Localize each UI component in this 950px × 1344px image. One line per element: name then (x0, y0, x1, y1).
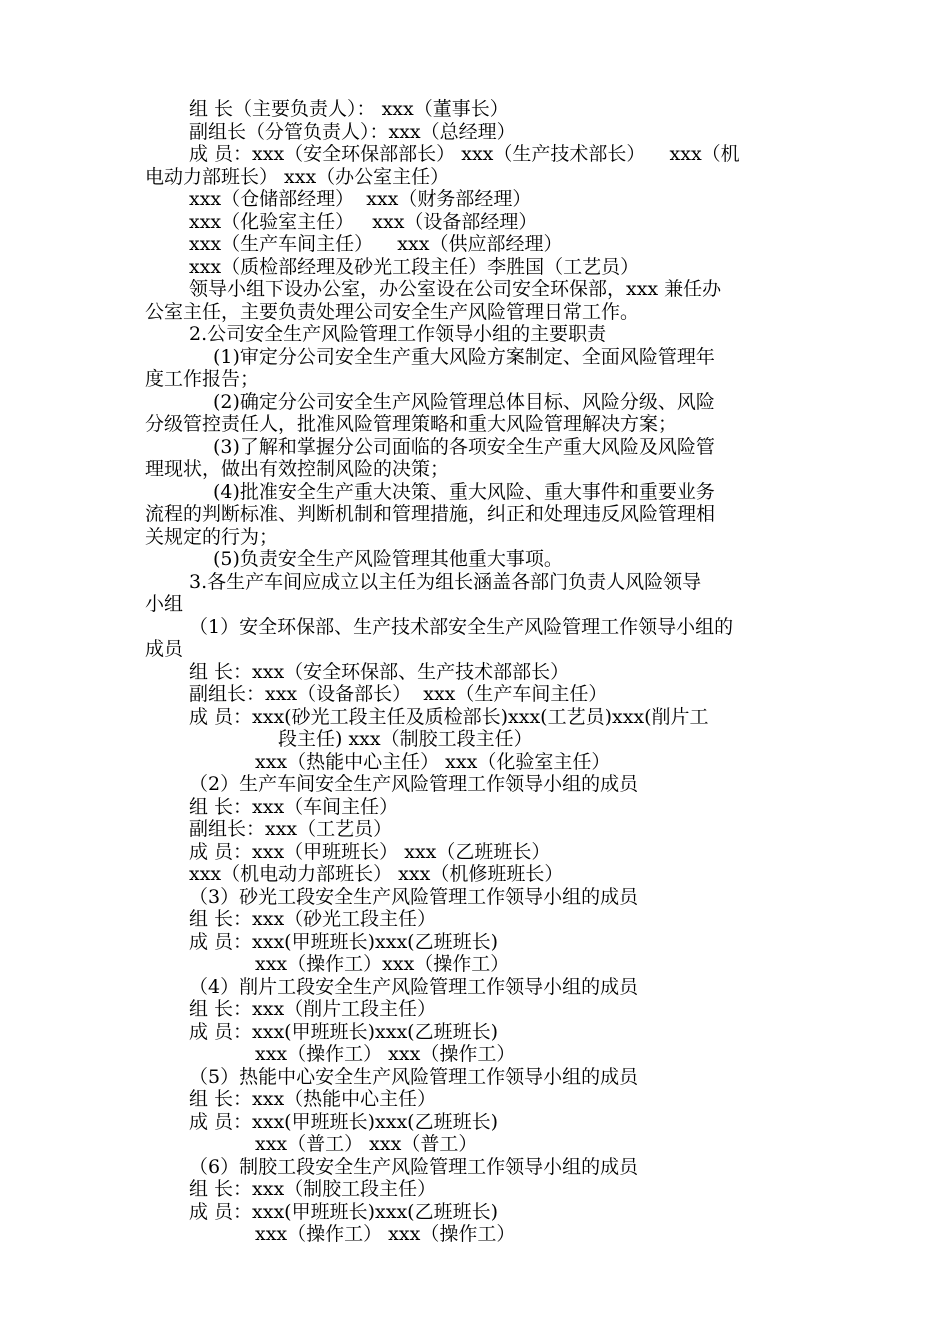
text-line: 公室主任，主要负责处理公司安全生产风险管理日常工作。 (145, 300, 640, 323)
text-line: （4）削片工段安全生产风险管理工作领导小组的成员 (189, 975, 639, 998)
text-line: 度工作报告； (145, 368, 260, 390)
text-line: xxx（操作工）xxx（操作工） (255, 953, 510, 975)
text-line: 成 员：xxx(甲班班长)xxx(乙班班长) (189, 1020, 498, 1043)
text-line: (2)确定分公司安全生产风险管理总体目标、风险分级、风险 (213, 390, 715, 413)
text-line: （3）砂光工段安全生产风险管理工作领导小组的成员 (189, 885, 639, 908)
text-line: xxx（生产车间主任） xxx（供应部经理） (189, 233, 563, 255)
text-line: 组 长：xxx（制胶工段主任） (189, 1178, 437, 1200)
text-line: 组 长（主要负责人）： xxx（董事长） (189, 98, 509, 120)
text-line: 成 员：xxx(甲班班长)xxx(乙班班长) (189, 1200, 498, 1223)
text-line: xxx（化验室主任） xxx（设备部经理） (189, 210, 538, 233)
text-line: 组 长：xxx（削片工段主任） (189, 998, 437, 1020)
text-line: （1）安全环保部、生产技术部安全生产风险管理工作领导小组的 (189, 615, 734, 638)
text-line: 关规定的行为； (145, 525, 279, 548)
text-line: 领导小组下设办公室，办公室设在公司安全环保部，xxx 兼任办 (189, 278, 722, 300)
text-line: 副组长：xxx（设备部长） xxx（生产车间主任） (189, 683, 608, 705)
text-line: 成员 (145, 638, 184, 660)
text-line: 成 员：xxx（甲班班长） xxx（乙班班长） (189, 840, 551, 863)
text-line: 副组长（分管负责人）：xxx（总经理） (189, 120, 516, 143)
text-line: (4)批准安全生产重大决策、重大风险、重大事件和重要业务 (213, 480, 715, 503)
text-line: xxx（质检部经理及砂光工段主任）李胜国（工艺员） (189, 255, 640, 278)
text-line: xxx（操作工） xxx（操作工） (255, 1043, 516, 1065)
text-line: （5）热能中心安全生产风险管理工作领导小组的成员 (189, 1065, 639, 1088)
text-line: （2）生产车间安全生产风险管理工作领导小组的成员 (189, 773, 639, 795)
text-line: 电动力部班长） xxx（办公室主任） (145, 165, 450, 188)
text-line: 2.公司安全生产风险管理工作领导小组的主要职责 (189, 323, 607, 345)
text-line: 小组 (145, 593, 184, 615)
text-line: 流程的判断标准、判断机制和管理措施，纠正和处理违反风险管理相 (145, 503, 716, 525)
text-line: xxx（普工） xxx（普工） (255, 1133, 478, 1155)
text-line: （6）制胶工段安全生产风险管理工作领导小组的成员 (189, 1155, 639, 1178)
text-line: 成 员：xxx(砂光工段主任及质检部长)xxx(工艺员)xxx(削片工 (189, 705, 709, 728)
text-line: (3)了解和掌握分公司面临的各项安全生产重大风险及风险管 (213, 435, 715, 458)
text-line: 副组长：xxx（工艺员） (189, 818, 393, 840)
text-line: xxx（热能中心主任） xxx（化验室主任） (255, 750, 611, 773)
text-line: xxx（仓储部经理） xxx（财务部经理） (189, 188, 532, 210)
text-line: 段主任) xxx（制胶工段主任） (278, 728, 533, 750)
text-line: 组 长：xxx（热能中心主任） (189, 1088, 437, 1110)
text-line: 分级管控责任人，批准风险管理策略和重大风险管理解决方案； (145, 413, 678, 435)
text-line: 组 长：xxx（砂光工段主任） (189, 908, 437, 930)
text-line: 组 长：xxx（车间主任） (189, 795, 399, 818)
text-line: 成 员：xxx（安全环保部部长） xxx（生产技术部长） xxx（机 (189, 143, 740, 165)
text-line: 成 员：xxx(甲班班长)xxx(乙班班长) (189, 1110, 498, 1133)
text-line: 成 员：xxx(甲班班长)xxx(乙班班长) (189, 930, 498, 953)
document-body (0, 98, 950, 1246)
text-line: (5)负责安全生产风险管理其他重大事项。 (213, 548, 563, 570)
text-line: (1)审定分公司安全生产重大风险方案制定、全面风险管理年 (213, 345, 715, 368)
text-line: 组 长：xxx（安全环保部、生产技术部部长） (189, 660, 570, 683)
text-line: xxx（操作工） xxx（操作工） (255, 1223, 516, 1245)
text-line: xxx（机电动力部班长） xxx（机修班班长） (189, 863, 564, 885)
text-line: 理现状，做出有效控制风险的决策； (145, 458, 450, 480)
text-line: 3.各生产车间应成立以主任为组长涵盖各部门负责人风险领导 (189, 570, 702, 593)
